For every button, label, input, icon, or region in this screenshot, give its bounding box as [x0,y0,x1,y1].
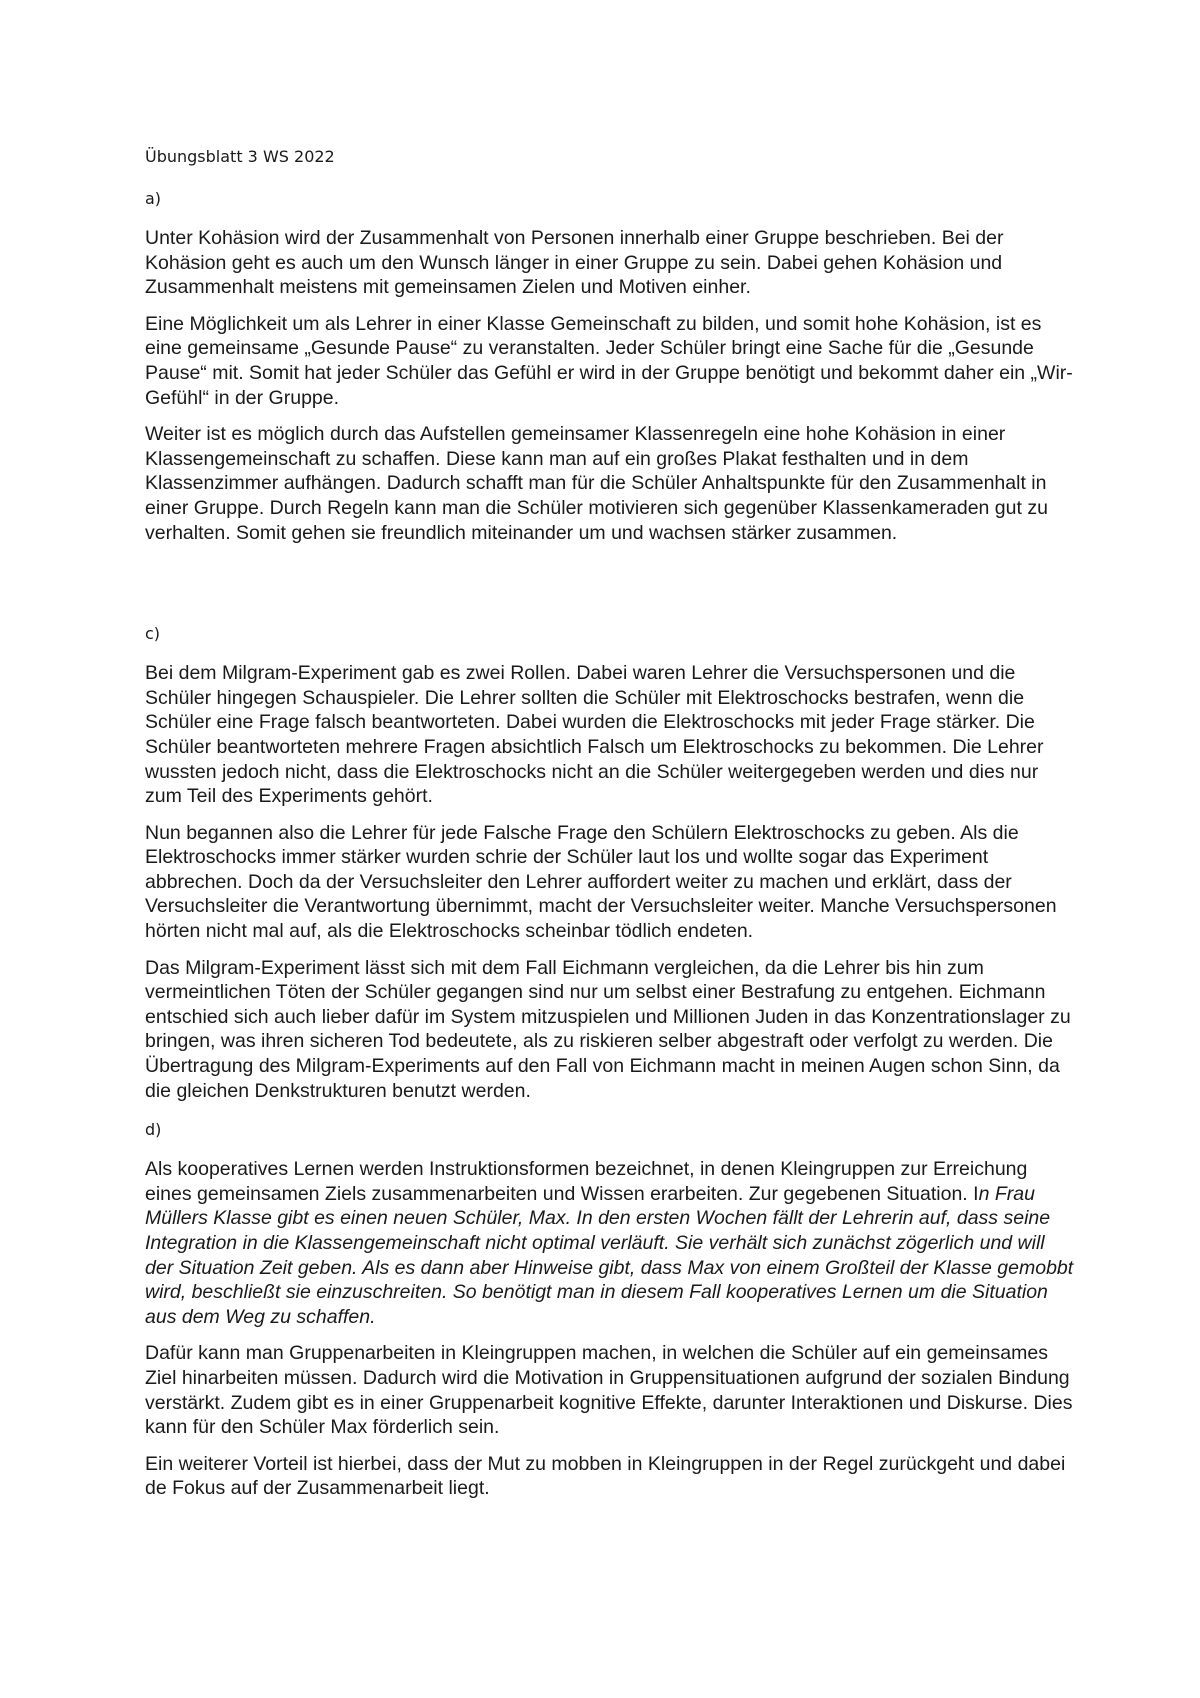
section-d-paragraph-3: Ein weiterer Vorteil ist hierbei, dass der Mut zu mobben in Kleingruppen in der Regel zurückgeht und dabei de Fokus auf der Zusammenarbeit liegt. [145,1452,1066,1500]
section-d-label: d) [145,1120,162,1140]
section-spacer [145,557,1075,623]
section-c-label: c) [145,624,161,644]
section-d-paragraph-1-italic: n Frau Müllers Klasse gibt es einen neuen Schüler, Max. In den ersten Wochen fällt der Lehrerin auf, dass seine Integration in die Klassengemeinschaft nicht optimal verläuft. Sie verhält sich zunächst zögerlich und will der Situation Zeit geben. Als es dann aber Hinweise gibt, dass Max von einem Großteil der Klasse gemobbt wird, beschließt sie einzuschreiten. So benötigt man in diesem Fall kooperatives Lernen um die Situation aus dem Weg zu schaffen. [145,1182,1074,1328]
section-c-paragraph-2: Nun begannen also die Lehrer für jede Falsche Frage den Schülern Elektroschocks zu geben. Als die Elektroschocks immer stärker wurden schrie der Schüler laut los und wollte sogar das Experiment abbrechen. Doch da der Versuchsleiter den Lehrer auffordert weiter zu machen und erklärt, dass der Versuchsleiter die Verantwortung übernimmt, macht der Versuchsleiter weiter. Manche Versuchspersonen hörten nicht mal auf, als die Elektroschocks scheinbar tödlich endeten. [145,821,1057,943]
document-page [145,146,1075,1513]
section-a-paragraph-2: Eine Möglichkeit um als Lehrer in einer Klasse Gemeinschaft zu bilden, und somit hohe Kohäsion, ist es eine gemeinsame „Gesunde Pause“ zu veranstalten. Jeder Schüler bringt eine Sache für die „Gesunde Pause“ mit. Somit hat jeder Schüler das Gefühl er wird in der Gruppe benötigt und bekommt daher ein „Wir-Gefühl“ in der Gruppe. [145,312,1073,409]
section-c-paragraph-1: Bei dem Milgram-Experiment gab es zwei Rollen. Dabei waren Lehrer die Versuchspersonen und die Schüler hingegen Schauspieler. Die Lehrer sollten die Schüler mit Elektroschocks bestrafen, wenn die Schüler eine Frage falsch beantworteten. Dabei wurden die Elektroschocks mit jeder Frage stärker. Die Schüler beantworteten mehrere Fragen absichtlich Falsch um Elektroschocks zu bekommen. Die Lehrer wussten jedoch nicht, dass die Elektroschocks nicht an die Schüler weitergegeben werden und dies nur zum Teil des Experiments gehört. [145,662,1044,808]
section-d-paragraph-1 [145,1157,1075,1329]
section-d-paragraph-2: Dafür kann man Gruppenarbeiten in Kleingruppen machen, in welchen die Schüler auf ein gemeinsames Ziel hinarbeiten müssen. Dadurch wird die Motivation in Gruppensituationen aufgrund der sozialen Bindung verstärkt. Zudem gibt es in einer Gruppenarbeit kognitive Effekte, darunter Interaktionen und Diskurse. Dies kann für den Schüler Max förderlich sein. [145,1342,1073,1439]
section-c-paragraph-3: Das Milgram-Experiment lässt sich mit dem Fall Eichmann vergleichen, da die Lehrer bis hin zum vermeintlichen Töten der Schüler gegangen sind nur um selbst einer Bestrafung zu entgehen. Eichmann entschied sich auch lieber dafür im System mitzuspielen und Millionen Juden in das Konzentrationslager zu bringen, was ihren sicheren Tod bedeutete, als zu riskieren selber abgestraft oder verfolgt zu werden. Die Übertragung des Milgram-Experiments auf den Fall von Eichmann macht in meinen Augen schon Sinn, da die gleichen Denkstrukturen benutzt werden. [145,956,1071,1102]
section-a-paragraph-1: Unter Kohäsion wird der Zusammenhalt von Personen innerhalb einer Gruppe beschrieben. Bei der Kohäsion geht es auch um den Wunsch länger in einer Gruppe zu sein. Dabei gehen Kohäsion und Zusammenhalt meistens mit gemeinsamen Zielen und Motiven einher. [145,227,1004,299]
section-d-paragraph-1-normal: Als kooperatives Lernen werden Instruktionsformen bezeichnet, in denen Kleingruppen zur Erreichung eines gemeinsamen Ziels zusammenarbeiten und Wissen erarbeiten. Zur gegebenen Situation. I [145,1158,1028,1205]
section-a-paragraph-3: Weiter ist es möglich durch das Aufstellen gemeinsamer Klassenregeln eine hohe Kohäsion in einer Klassengemeinschaft zu schaffen. Diese kann man auf ein großes Plakat festhalten und in dem Klassenzimmer aufhängen. Dadurch schafft man für die Schüler Anhaltspunkte für den Zusammenhalt in einer Gruppe. Durch Regeln kann man die Schüler motivieren sich gegenüber Klassenkameraden gut zu verhalten. Somit gehen sie freundlich miteinander um und wachsen stärker zusammen. [145,423,1048,544]
document-title: Übungsblatt 3 WS 2022 [145,147,335,166]
section-a-label: a) [145,189,162,208]
